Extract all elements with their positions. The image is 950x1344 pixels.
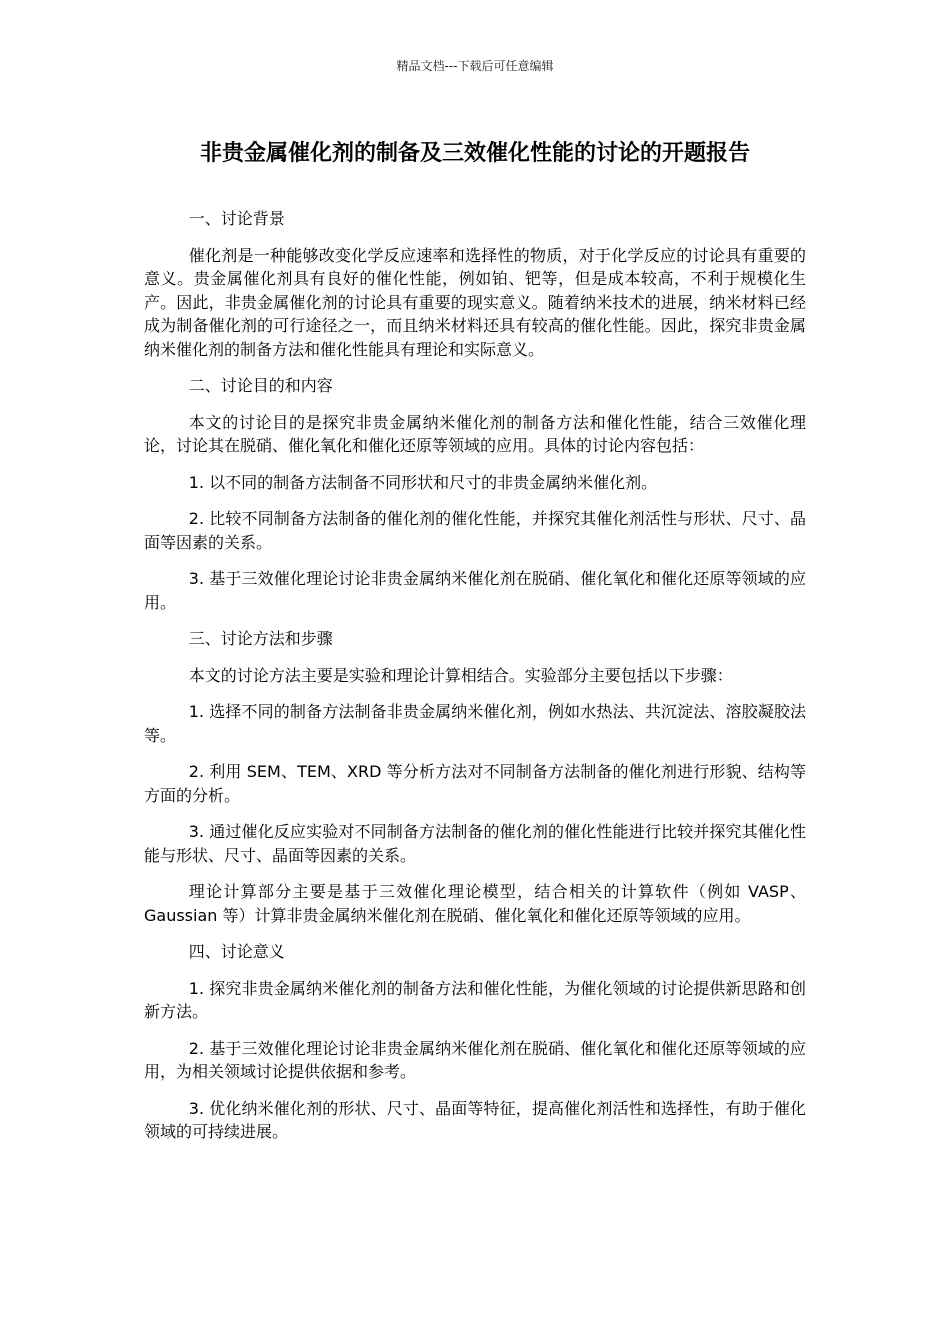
paragraph: 理论计算部分主要是基于三效催化理论模型，结合相关的计算软件（例如 VASP、Gaussian 等）计算非贵金属纳米催化剂在脱硝、催化氧化和催化还原等领域的应用。 — [144, 882, 806, 925]
list-item: 3. 通过催化反应实验对不同制备方法制备的催化剂的催化性能进行比较并探究其催化性能与形状、尺寸、晶面等因素的关系。 — [144, 822, 806, 865]
list-item: 3. 优化纳米催化剂的形状、尺寸、晶面等特征，提高催化剂活性和选择性，有助于催化领域的可持续进展。 — [144, 1098, 806, 1141]
list-item: 1. 以不同的制备方法制备不同形状和尺寸的非贵金属纳米催化剂。 — [188, 472, 658, 492]
section-heading-methods: 三、讨论方法和步骤 — [188, 629, 333, 648]
paragraph: 本文的讨论目的是探究非贵金属纳米催化剂的制备方法和催化性能，结合三效催化理论，讨论其在脱硝、催化氧化和催化还原等领域的应用。具体的讨论内容包括： — [144, 412, 806, 455]
paragraph: 本文的讨论方法主要是实验和理论计算相结合。实验部分主要包括以下步骤： — [188, 665, 733, 685]
section-heading-significance: 四、讨论意义 — [188, 942, 285, 961]
list-item: 1. 选择不同的制备方法制备非贵金属纳米催化剂，例如水热法、共沉淀法、溶胶凝胶法等。 — [144, 702, 806, 745]
header-note: 精品文档---下载后可任意编辑 — [396, 59, 554, 73]
paragraph: 催化剂是一种能够改变化学反应速率和选择性的物质，对于化学反应的讨论具有重要的意义。贵金属催化剂具有良好的催化性能，例如铂、钯等，但是成本较高，不利于规模化生产。因此，非贵金属催化剂的讨论具有重要的现实意义。随着纳米技术的进展，纳米材料已经成为制备催化剂的可行途径之一，而且纳米材料还具有较高的催化性能。因此，探究非贵金属纳米催化剂的制备方法和催化性能具有理论和实际意义。 — [144, 245, 806, 359]
list-item: 1. 探究非贵金属纳米催化剂的制备方法和催化性能，为催化领域的讨论提供新思路和创新方法。 — [144, 978, 806, 1021]
document-title: 非贵金属催化剂的制备及三效催化性能的讨论的开题报告 — [199, 141, 750, 166]
list-item: 2. 比较不同制备方法制备的催化剂的催化性能，并探究其催化剂活性与形状、尺寸、晶面等因素的关系。 — [144, 509, 806, 552]
list-item: 2. 利用 SEM、TEM、XRD 等分析方法对不同制备方法制备的催化剂进行形貌、结构等方面的分析。 — [144, 762, 806, 805]
list-item: 2. 基于三效催化理论讨论非贵金属纳米催化剂在脱硝、催化氧化和催化还原等领域的应用，为相关领域讨论提供依据和参考。 — [144, 1038, 806, 1081]
section-heading-purpose: 二、讨论目的和内容 — [188, 376, 333, 395]
section-heading-background: 一、讨论背景 — [188, 209, 285, 228]
document-body — [144, 207, 806, 1157]
list-item: 3. 基于三效催化理论讨论非贵金属纳米催化剂在脱硝、催化氧化和催化还原等领域的应用。 — [144, 569, 806, 612]
